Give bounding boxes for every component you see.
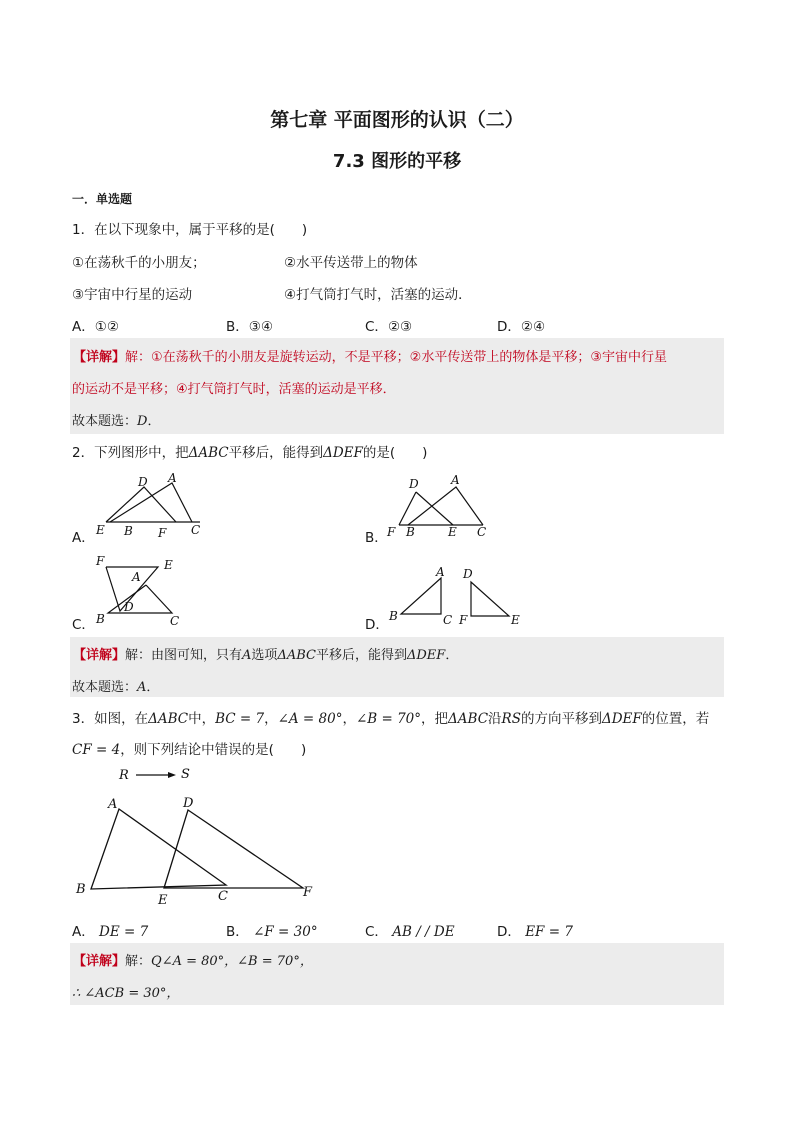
q1-item-3: ③宇宙中行星的运动	[72, 287, 193, 303]
section-title: 7.3 图形的平移	[332, 151, 462, 172]
svg-text:D: D	[124, 600, 134, 614]
svg-text:A: A	[436, 565, 445, 579]
q1-explain-line2: 的运动不是平移；④打气筒打气时，活塞的运动是平移．	[72, 382, 396, 397]
svg-text:E: E	[158, 893, 168, 908]
svg-text:A: A	[108, 797, 118, 812]
q2-option-b[interactable]: B．	[365, 530, 388, 546]
q2-stem: 2．下列图形中，把ΔABC平移后，能得到ΔDEF的是( )	[72, 445, 428, 461]
q3-option-b[interactable]: B． ∠F = 30°	[226, 924, 318, 940]
q2-figure-d	[385, 560, 530, 630]
q1-option-a[interactable]: A．①②	[72, 319, 119, 335]
svg-text:B: B	[124, 524, 133, 538]
svg-text:E: E	[164, 558, 173, 572]
svg-text:D: D	[183, 796, 194, 811]
q3-option-a[interactable]: A． DE = 7	[72, 924, 149, 940]
q3-option-c[interactable]: C． AB / / DE	[365, 924, 455, 940]
q2-option-c[interactable]: C．	[72, 617, 95, 633]
q1-option-b[interactable]: B．③④	[226, 319, 273, 335]
svg-text:F: F	[96, 554, 105, 568]
q1-stem: 1．在以下现象中，属于平移的是( )	[72, 222, 308, 238]
svg-text:B: B	[406, 525, 415, 539]
svg-text:C: C	[218, 889, 228, 904]
q1-item-4: ④打气筒打气时，活塞的运动．	[284, 287, 472, 303]
svg-text:E: E	[511, 613, 520, 627]
svg-text:C: C	[477, 525, 487, 539]
svg-text:D: D	[463, 567, 473, 581]
q2-figure-c	[92, 553, 192, 631]
q2-option-a[interactable]: A．	[72, 530, 95, 546]
svg-text:D: D	[138, 475, 148, 489]
svg-text:A: A	[168, 471, 177, 485]
q3-explanation: 【详解】解：Q∠A = 80°，∠B = 70°， ∴ ∠ACB = 30°，	[70, 943, 724, 1005]
svg-text:F: F	[158, 526, 167, 540]
q2-figure-b	[383, 470, 503, 542]
q1-answer: 故本题选：D．	[72, 414, 161, 429]
q3-stem-line1: 3．如图，在ΔABC中，BC = 7，∠A = 80°，∠B = 70°，把ΔABC沿RS的方向平移到ΔDEF的位置，若	[72, 711, 710, 727]
q2-explanation: 【详解】解：由图可知，只有A选项ΔABC平移后，能得到ΔDEF． 故本题选：A．	[70, 637, 724, 697]
q3-explain-line2: ∴ ∠ACB = 30°，	[72, 986, 180, 1001]
q2-figure-a	[92, 470, 222, 540]
chapter-title: 第七章 平面图形的认识（二）	[270, 109, 524, 131]
q3-option-d[interactable]: D． EF = 7	[497, 924, 573, 940]
svg-text:E: E	[96, 523, 105, 537]
q1-item-1: ①在荡秋千的小朋友；	[72, 255, 206, 271]
svg-text:S: S	[181, 767, 190, 782]
q1-explain-line1: ①在荡秋千的小朋友是旋转运动，不是平移；②水平传送带上的物体是平移；③宇宙中行星	[151, 350, 667, 365]
svg-text:A: A	[132, 570, 141, 584]
q3-stem-line2: CF = 4，则下列结论中错误的是( )	[72, 742, 307, 758]
q3-figure	[70, 762, 330, 910]
explain-tag: 【详解】	[73, 350, 126, 365]
svg-text:D: D	[409, 477, 419, 491]
q1-option-c[interactable]: C．②③	[365, 319, 413, 335]
svg-text:B: B	[76, 882, 86, 897]
svg-text:C: C	[443, 613, 453, 627]
q2-option-d[interactable]: D．	[365, 617, 389, 633]
svg-text:C: C	[170, 614, 180, 628]
svg-text:A: A	[451, 473, 460, 487]
svg-text:B: B	[389, 609, 398, 623]
q1-item-2: ②水平传送带上的物体	[284, 255, 418, 271]
svg-text:C: C	[191, 523, 201, 537]
q1-explanation: 【详解】解：①在荡秋千的小朋友是旋转运动，不是平移；②水平传送带上的物体是平移；③宇宙中行星 的运动不是平移；④打气筒打气时，活塞的运动是平移． 故本题选：D．	[70, 338, 724, 434]
q2-answer: 故本题选：A．	[72, 680, 160, 695]
svg-text:F: F	[303, 885, 313, 900]
q1-option-d[interactable]: D．②④	[497, 319, 546, 335]
q3-explain-line1: Q∠A = 80°，∠B = 70°，	[151, 954, 313, 969]
svg-text:F: F	[459, 613, 468, 627]
svg-text:R: R	[119, 768, 129, 783]
svg-text:F: F	[387, 525, 396, 539]
svg-text:E: E	[448, 525, 457, 539]
svg-text:B: B	[96, 612, 105, 626]
section-heading: 一．单选题	[72, 192, 133, 206]
